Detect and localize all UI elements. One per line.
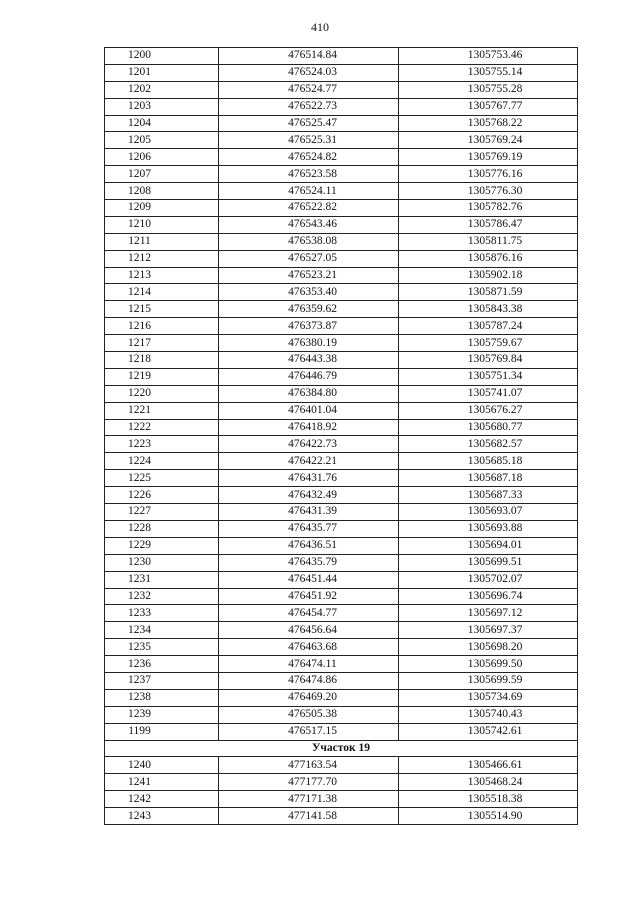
- x-coordinate-cell: 476523.58: [219, 166, 399, 183]
- x-coordinate-cell: 476525.31: [219, 132, 399, 149]
- y-coordinate-cell: 1305697.12: [399, 605, 578, 622]
- table-row: [105, 385, 578, 402]
- point-number-cell: 1212: [105, 250, 219, 267]
- y-coordinate-cell: 1305699.51: [399, 554, 578, 571]
- table-row: [105, 250, 578, 267]
- y-coordinate-cell: 1305514.90: [399, 808, 578, 825]
- table-row: [105, 689, 578, 706]
- x-coordinate-cell: 477141.58: [219, 808, 399, 825]
- x-coordinate-cell: 476514.84: [219, 48, 399, 65]
- x-coordinate-cell: 476359.62: [219, 301, 399, 318]
- table-row: [105, 81, 578, 98]
- y-coordinate-cell: 1305685.18: [399, 453, 578, 470]
- y-coordinate-cell: 1305466.61: [399, 757, 578, 774]
- x-coordinate-cell: 476380.19: [219, 335, 399, 352]
- x-coordinate-cell: 476431.39: [219, 504, 399, 521]
- x-coordinate-cell: 476451.92: [219, 588, 399, 605]
- page-number: 410: [311, 20, 329, 34]
- x-coordinate-cell: 476524.11: [219, 183, 399, 200]
- table-row: [105, 672, 578, 689]
- y-coordinate-cell: 1305518.38: [399, 791, 578, 808]
- x-coordinate-cell: 477177.70: [219, 774, 399, 791]
- x-coordinate-cell: 476463.68: [219, 639, 399, 656]
- y-coordinate-cell: 1305734.69: [399, 689, 578, 706]
- point-number-cell: 1202: [105, 81, 219, 98]
- y-coordinate-cell: 1305755.28: [399, 81, 578, 98]
- x-coordinate-cell: 476446.79: [219, 368, 399, 385]
- table-row: [105, 132, 578, 149]
- coordinates-table-body: [105, 48, 578, 825]
- table-row: [105, 166, 578, 183]
- y-coordinate-cell: 1305787.24: [399, 318, 578, 335]
- x-coordinate-cell: 476474.86: [219, 672, 399, 689]
- y-coordinate-cell: 1305693.88: [399, 520, 578, 537]
- y-coordinate-cell: 1305696.74: [399, 588, 578, 605]
- x-coordinate-cell: 477163.54: [219, 757, 399, 774]
- x-coordinate-cell: 476505.38: [219, 706, 399, 723]
- point-number-cell: 1229: [105, 537, 219, 554]
- x-coordinate-cell: 477171.38: [219, 791, 399, 808]
- table-row: [105, 554, 578, 571]
- table-row: [105, 149, 578, 166]
- y-coordinate-cell: 1305776.16: [399, 166, 578, 183]
- y-coordinate-cell: 1305676.27: [399, 402, 578, 419]
- point-number-cell: 1215: [105, 301, 219, 318]
- point-number-cell: 1205: [105, 132, 219, 149]
- x-coordinate-cell: 476436.51: [219, 537, 399, 554]
- table-row: [105, 757, 578, 774]
- y-coordinate-cell: 1305843.38: [399, 301, 578, 318]
- x-coordinate-cell: 476422.73: [219, 436, 399, 453]
- table-row: [105, 48, 578, 65]
- table-row: [105, 808, 578, 825]
- y-coordinate-cell: 1305468.24: [399, 774, 578, 791]
- point-number-cell: 1230: [105, 554, 219, 571]
- x-coordinate-cell: 476353.40: [219, 284, 399, 301]
- point-number-cell: 1234: [105, 622, 219, 639]
- point-number-cell: 1238: [105, 689, 219, 706]
- table-row: [105, 267, 578, 284]
- y-coordinate-cell: 1305769.24: [399, 132, 578, 149]
- x-coordinate-cell: 476524.77: [219, 81, 399, 98]
- y-coordinate-cell: 1305697.37: [399, 622, 578, 639]
- point-number-cell: 1228: [105, 520, 219, 537]
- y-coordinate-cell: 1305769.84: [399, 352, 578, 369]
- table-row: [105, 200, 578, 217]
- x-coordinate-cell: 476432.49: [219, 487, 399, 504]
- x-coordinate-cell: 476435.79: [219, 554, 399, 571]
- x-coordinate-cell: 476527.05: [219, 250, 399, 267]
- x-coordinate-cell: 476418.92: [219, 419, 399, 436]
- y-coordinate-cell: 1305786.47: [399, 216, 578, 233]
- table-row: [105, 706, 578, 723]
- x-coordinate-cell: 476401.04: [219, 402, 399, 419]
- table-row: [105, 774, 578, 791]
- point-number-cell: 1226: [105, 487, 219, 504]
- x-coordinate-cell: 476451.44: [219, 571, 399, 588]
- point-number-cell: 1243: [105, 808, 219, 825]
- table-row: [105, 504, 578, 521]
- point-number-cell: 1209: [105, 200, 219, 217]
- y-coordinate-cell: 1305699.50: [399, 656, 578, 673]
- table-row: [105, 233, 578, 250]
- point-number-cell: 1214: [105, 284, 219, 301]
- point-number-cell: 1225: [105, 470, 219, 487]
- point-number-cell: 1211: [105, 233, 219, 250]
- x-coordinate-cell: 476454.77: [219, 605, 399, 622]
- point-number-cell: 1219: [105, 368, 219, 385]
- point-number-cell: 1217: [105, 335, 219, 352]
- point-number-cell: 1204: [105, 115, 219, 132]
- point-number-cell: 1201: [105, 64, 219, 81]
- point-number-cell: 1213: [105, 267, 219, 284]
- x-coordinate-cell: 476538.08: [219, 233, 399, 250]
- y-coordinate-cell: 1305698.20: [399, 639, 578, 656]
- point-number-cell: 1200: [105, 48, 219, 65]
- point-number-cell: 1223: [105, 436, 219, 453]
- table-row: [105, 402, 578, 419]
- table-row: [105, 216, 578, 233]
- y-coordinate-cell: 1305682.57: [399, 436, 578, 453]
- y-coordinate-cell: 1305871.59: [399, 284, 578, 301]
- x-coordinate-cell: 476517.15: [219, 723, 399, 740]
- x-coordinate-cell: 476523.21: [219, 267, 399, 284]
- y-coordinate-cell: 1305741.07: [399, 385, 578, 402]
- x-coordinate-cell: 476543.46: [219, 216, 399, 233]
- point-number-cell: 1222: [105, 419, 219, 436]
- table-row: [105, 64, 578, 81]
- table-row: [105, 723, 578, 740]
- table-row: [105, 436, 578, 453]
- point-number-cell: 1231: [105, 571, 219, 588]
- table-row: [105, 487, 578, 504]
- y-coordinate-cell: 1305693.07: [399, 504, 578, 521]
- point-number-cell: 1208: [105, 183, 219, 200]
- table-row: [105, 284, 578, 301]
- point-number-cell: 1199: [105, 723, 219, 740]
- point-number-cell: 1203: [105, 98, 219, 115]
- coordinates-table: [104, 47, 578, 825]
- x-coordinate-cell: 476522.73: [219, 98, 399, 115]
- table-row: [105, 98, 578, 115]
- x-coordinate-cell: 476384.80: [219, 385, 399, 402]
- y-coordinate-cell: 1305768.22: [399, 115, 578, 132]
- y-coordinate-cell: 1305702.07: [399, 571, 578, 588]
- point-number-cell: 1241: [105, 774, 219, 791]
- table-row: [105, 571, 578, 588]
- point-number-cell: 1232: [105, 588, 219, 605]
- x-coordinate-cell: 476525.47: [219, 115, 399, 132]
- table-row: [105, 639, 578, 656]
- y-coordinate-cell: 1305811.75: [399, 233, 578, 250]
- point-number-cell: 1221: [105, 402, 219, 419]
- point-number-cell: 1227: [105, 504, 219, 521]
- table-row: [105, 588, 578, 605]
- y-coordinate-cell: 1305680.77: [399, 419, 578, 436]
- y-coordinate-cell: 1305759.67: [399, 335, 578, 352]
- table-row: [105, 352, 578, 369]
- y-coordinate-cell: 1305694.01: [399, 537, 578, 554]
- point-number-cell: 1235: [105, 639, 219, 656]
- y-coordinate-cell: 1305751.34: [399, 368, 578, 385]
- x-coordinate-cell: 476456.64: [219, 622, 399, 639]
- point-number-cell: 1206: [105, 149, 219, 166]
- y-coordinate-cell: 1305740.43: [399, 706, 578, 723]
- point-number-cell: 1237: [105, 672, 219, 689]
- y-coordinate-cell: 1305687.33: [399, 487, 578, 504]
- y-coordinate-cell: 1305767.77: [399, 98, 578, 115]
- table-row: [105, 537, 578, 554]
- point-number-cell: 1216: [105, 318, 219, 335]
- y-coordinate-cell: 1305753.46: [399, 48, 578, 65]
- x-coordinate-cell: 476422.21: [219, 453, 399, 470]
- y-coordinate-cell: 1305755.14: [399, 64, 578, 81]
- y-coordinate-cell: 1305769.19: [399, 149, 578, 166]
- x-coordinate-cell: 476469.20: [219, 689, 399, 706]
- point-number-cell: 1224: [105, 453, 219, 470]
- table-row: [105, 605, 578, 622]
- table-row: [105, 470, 578, 487]
- x-coordinate-cell: 476435.77: [219, 520, 399, 537]
- section-header-row: [105, 740, 578, 757]
- table-row: [105, 656, 578, 673]
- point-number-cell: 1210: [105, 216, 219, 233]
- y-coordinate-cell: 1305699.59: [399, 672, 578, 689]
- y-coordinate-cell: 1305782.76: [399, 200, 578, 217]
- x-coordinate-cell: 476373.87: [219, 318, 399, 335]
- point-number-cell: 1220: [105, 385, 219, 402]
- y-coordinate-cell: 1305876.16: [399, 250, 578, 267]
- table-row: [105, 419, 578, 436]
- x-coordinate-cell: 476524.03: [219, 64, 399, 81]
- point-number-cell: 1207: [105, 166, 219, 183]
- table-row: [105, 183, 578, 200]
- x-coordinate-cell: 476474.11: [219, 656, 399, 673]
- y-coordinate-cell: 1305687.18: [399, 470, 578, 487]
- section-title: Участок 19: [105, 740, 578, 757]
- point-number-cell: 1233: [105, 605, 219, 622]
- x-coordinate-cell: 476443.38: [219, 352, 399, 369]
- table-row: [105, 520, 578, 537]
- table-row: [105, 318, 578, 335]
- y-coordinate-cell: 1305742.61: [399, 723, 578, 740]
- table-row: [105, 115, 578, 132]
- x-coordinate-cell: 476431.76: [219, 470, 399, 487]
- x-coordinate-cell: 476524.82: [219, 149, 399, 166]
- point-number-cell: 1239: [105, 706, 219, 723]
- point-number-cell: 1236: [105, 656, 219, 673]
- table-row: [105, 622, 578, 639]
- x-coordinate-cell: 476522.82: [219, 200, 399, 217]
- table-row: [105, 301, 578, 318]
- table-row: [105, 791, 578, 808]
- table-row: [105, 335, 578, 352]
- y-coordinate-cell: 1305776.30: [399, 183, 578, 200]
- point-number-cell: 1242: [105, 791, 219, 808]
- y-coordinate-cell: 1305902.18: [399, 267, 578, 284]
- table-row: [105, 368, 578, 385]
- table-row: [105, 453, 578, 470]
- point-number-cell: 1240: [105, 757, 219, 774]
- point-number-cell: 1218: [105, 352, 219, 369]
